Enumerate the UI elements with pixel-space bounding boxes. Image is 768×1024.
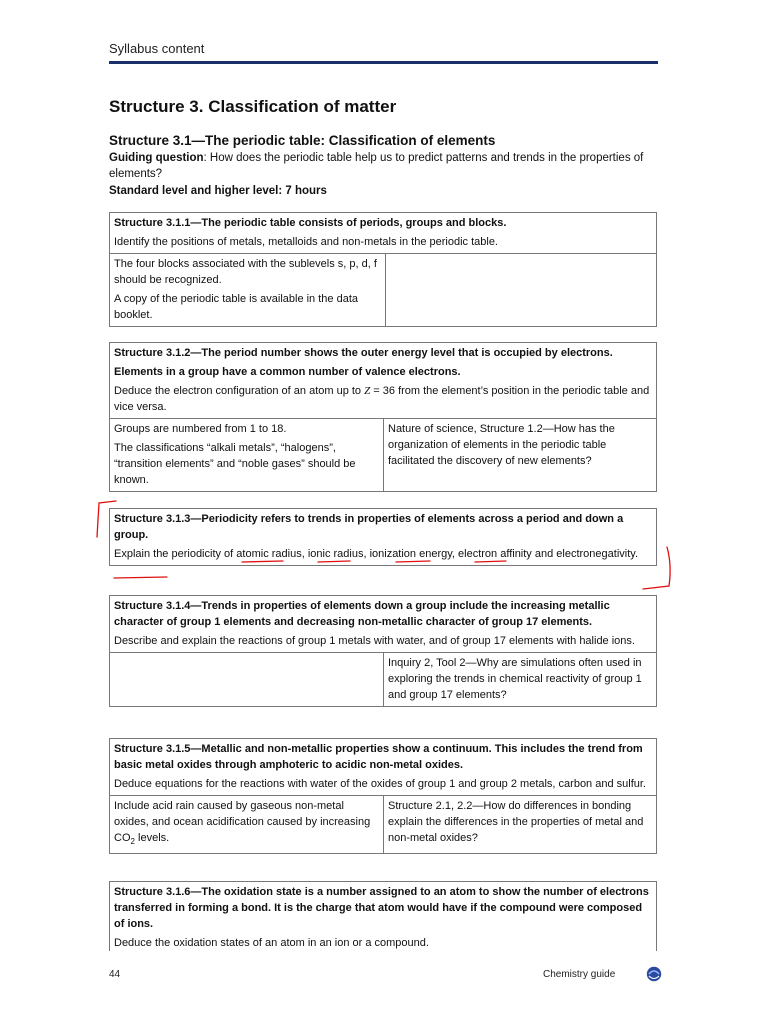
guiding-question xyxy=(109,150,661,182)
understanding-cell xyxy=(110,509,656,565)
page-number: 44 xyxy=(109,969,121,980)
guidance-cell xyxy=(110,653,383,706)
guiding-text: : How does the periodic table help us to predict patterns and trends in the properties of elements? xyxy=(109,152,644,180)
link-text: Structure 2.1, 2.2—How do differences in bonding explain the differences in the properties of metal and non-metal oxides? xyxy=(388,800,644,844)
page-title: Structure 3. Classification of matter xyxy=(109,97,397,116)
understanding-heading: Structure 3.1.2—The period number shows the outer energy level that is occupied by electrons. xyxy=(114,347,613,359)
guidance-text-part: levels. xyxy=(134,832,170,844)
link-text: Inquiry 2, Tool 2—Why are simulations often used in exploring the trends in chemical reactivity of group 1 and group 17 elements? xyxy=(388,657,642,701)
understanding-cell xyxy=(110,343,656,418)
understanding-heading: Structure 3.1.6—The oxidation state is a number assigned to an atom to show the number of electrons transferred in forming a bond. It is the charge that atom would have if the compound were composed of ions. xyxy=(114,886,649,930)
links-cell xyxy=(383,419,656,491)
page-header xyxy=(109,41,658,64)
understanding-cell xyxy=(110,596,656,652)
understanding-cell xyxy=(110,213,656,253)
learning-objective: Deduce equations for the reactions with water of the oxides of group 1 and group 2 metals, carbon and sulfur. xyxy=(114,778,646,790)
structure-3-1-5-box xyxy=(109,738,657,854)
underline-electronegativity xyxy=(114,577,167,578)
section-label: Syllabus content xyxy=(109,41,205,56)
learning-objective: Identify the positions of metals, metalloids and non-metals in the periodic table. xyxy=(114,236,498,248)
header-rule xyxy=(109,61,658,64)
link-text: Nature of science, Structure 1.2—How has the organization of elements in the periodic table facilitated the discovery of new elements? xyxy=(388,423,615,467)
understanding-heading: Structure 3.1.3—Periodicity refers to trends in properties of elements across a period and down a group. xyxy=(114,513,624,541)
guidance-text: The classifications “alkali metals”, “halogens”, “transition elements” and “noble gases” should be known. xyxy=(114,442,356,486)
guidance-text: A copy of the periodic table is available in the data booklet. xyxy=(114,293,358,321)
structure-3-1-6-box xyxy=(109,881,657,951)
notes-row xyxy=(110,652,656,706)
subscript: 2 xyxy=(130,837,135,847)
guidance-text xyxy=(114,798,379,850)
links-cell xyxy=(383,653,656,706)
objective-text: from the element’s position in the periodic table and vice versa. xyxy=(114,385,650,413)
ib-logo-icon xyxy=(646,966,662,982)
learning-objective xyxy=(114,383,652,415)
guidance-text-part: Include acid rain caused by gaseous non-metal oxides, and ocean acidification caused by increasing CO xyxy=(114,800,371,844)
links-cell xyxy=(383,796,656,853)
notes-row xyxy=(110,253,656,326)
guiding-label: Guiding question xyxy=(109,152,204,164)
notes-row xyxy=(110,795,656,853)
learning-objective: Deduce the oxidation states of an atom in an ion or a compound. xyxy=(114,937,429,949)
understanding-heading: Elements in a group have a common number of valence electrons. xyxy=(114,366,461,378)
understanding-heading: Structure 3.1.1—The periodic table consists of periods, groups and blocks. xyxy=(114,217,507,229)
structure-3-1-3-box xyxy=(109,508,657,566)
section-subtitle: Structure 3.1—The periodic table: Classification of elements xyxy=(109,133,496,148)
understanding-heading: Structure 3.1.4—Trends in properties of elements down a group include the increasing metallic character of group 1 elements and decreasing non-metallic character of group 17 elements. xyxy=(114,600,610,628)
guidance-cell xyxy=(110,254,385,326)
guidance-text: The four blocks associated with the sublevels s, p, d, f should be recognized. xyxy=(114,258,377,286)
links-cell xyxy=(385,254,656,326)
structure-3-1-4-box xyxy=(109,595,657,707)
learning-objective: Explain the periodicity of atomic radius, ionic radius, ionization energy, electron affinity and electronegativity. xyxy=(114,548,639,560)
atomic-number-value: = 36 xyxy=(370,385,396,397)
understanding-heading: Structure 3.1.5—Metallic and non-metallic properties show a continuum. This includes the trend from basic metal oxides through amphoteric to acidic non-metal oxides. xyxy=(114,743,643,771)
teaching-hours: Standard level and higher level: 7 hours xyxy=(109,185,327,197)
learning-objective: Describe and explain the reactions of group 1 metals with water, and of group 17 elements with halide ions. xyxy=(114,635,635,647)
footer-guide-title: Chemistry guide xyxy=(543,969,616,980)
understanding-cell xyxy=(110,739,656,795)
notes-row xyxy=(110,418,656,491)
objective-text: Deduce the electron configuration of an atom up to xyxy=(114,385,365,397)
guidance-text: Groups are numbered from 1 to 18. xyxy=(114,423,287,435)
structure-3-1-1-box xyxy=(109,212,657,327)
understanding-cell xyxy=(110,882,656,954)
structure-3-1-2-box xyxy=(109,342,657,492)
atomic-number-symbol: Z xyxy=(364,385,371,397)
guidance-cell xyxy=(110,796,383,853)
guidance-cell xyxy=(110,419,383,491)
